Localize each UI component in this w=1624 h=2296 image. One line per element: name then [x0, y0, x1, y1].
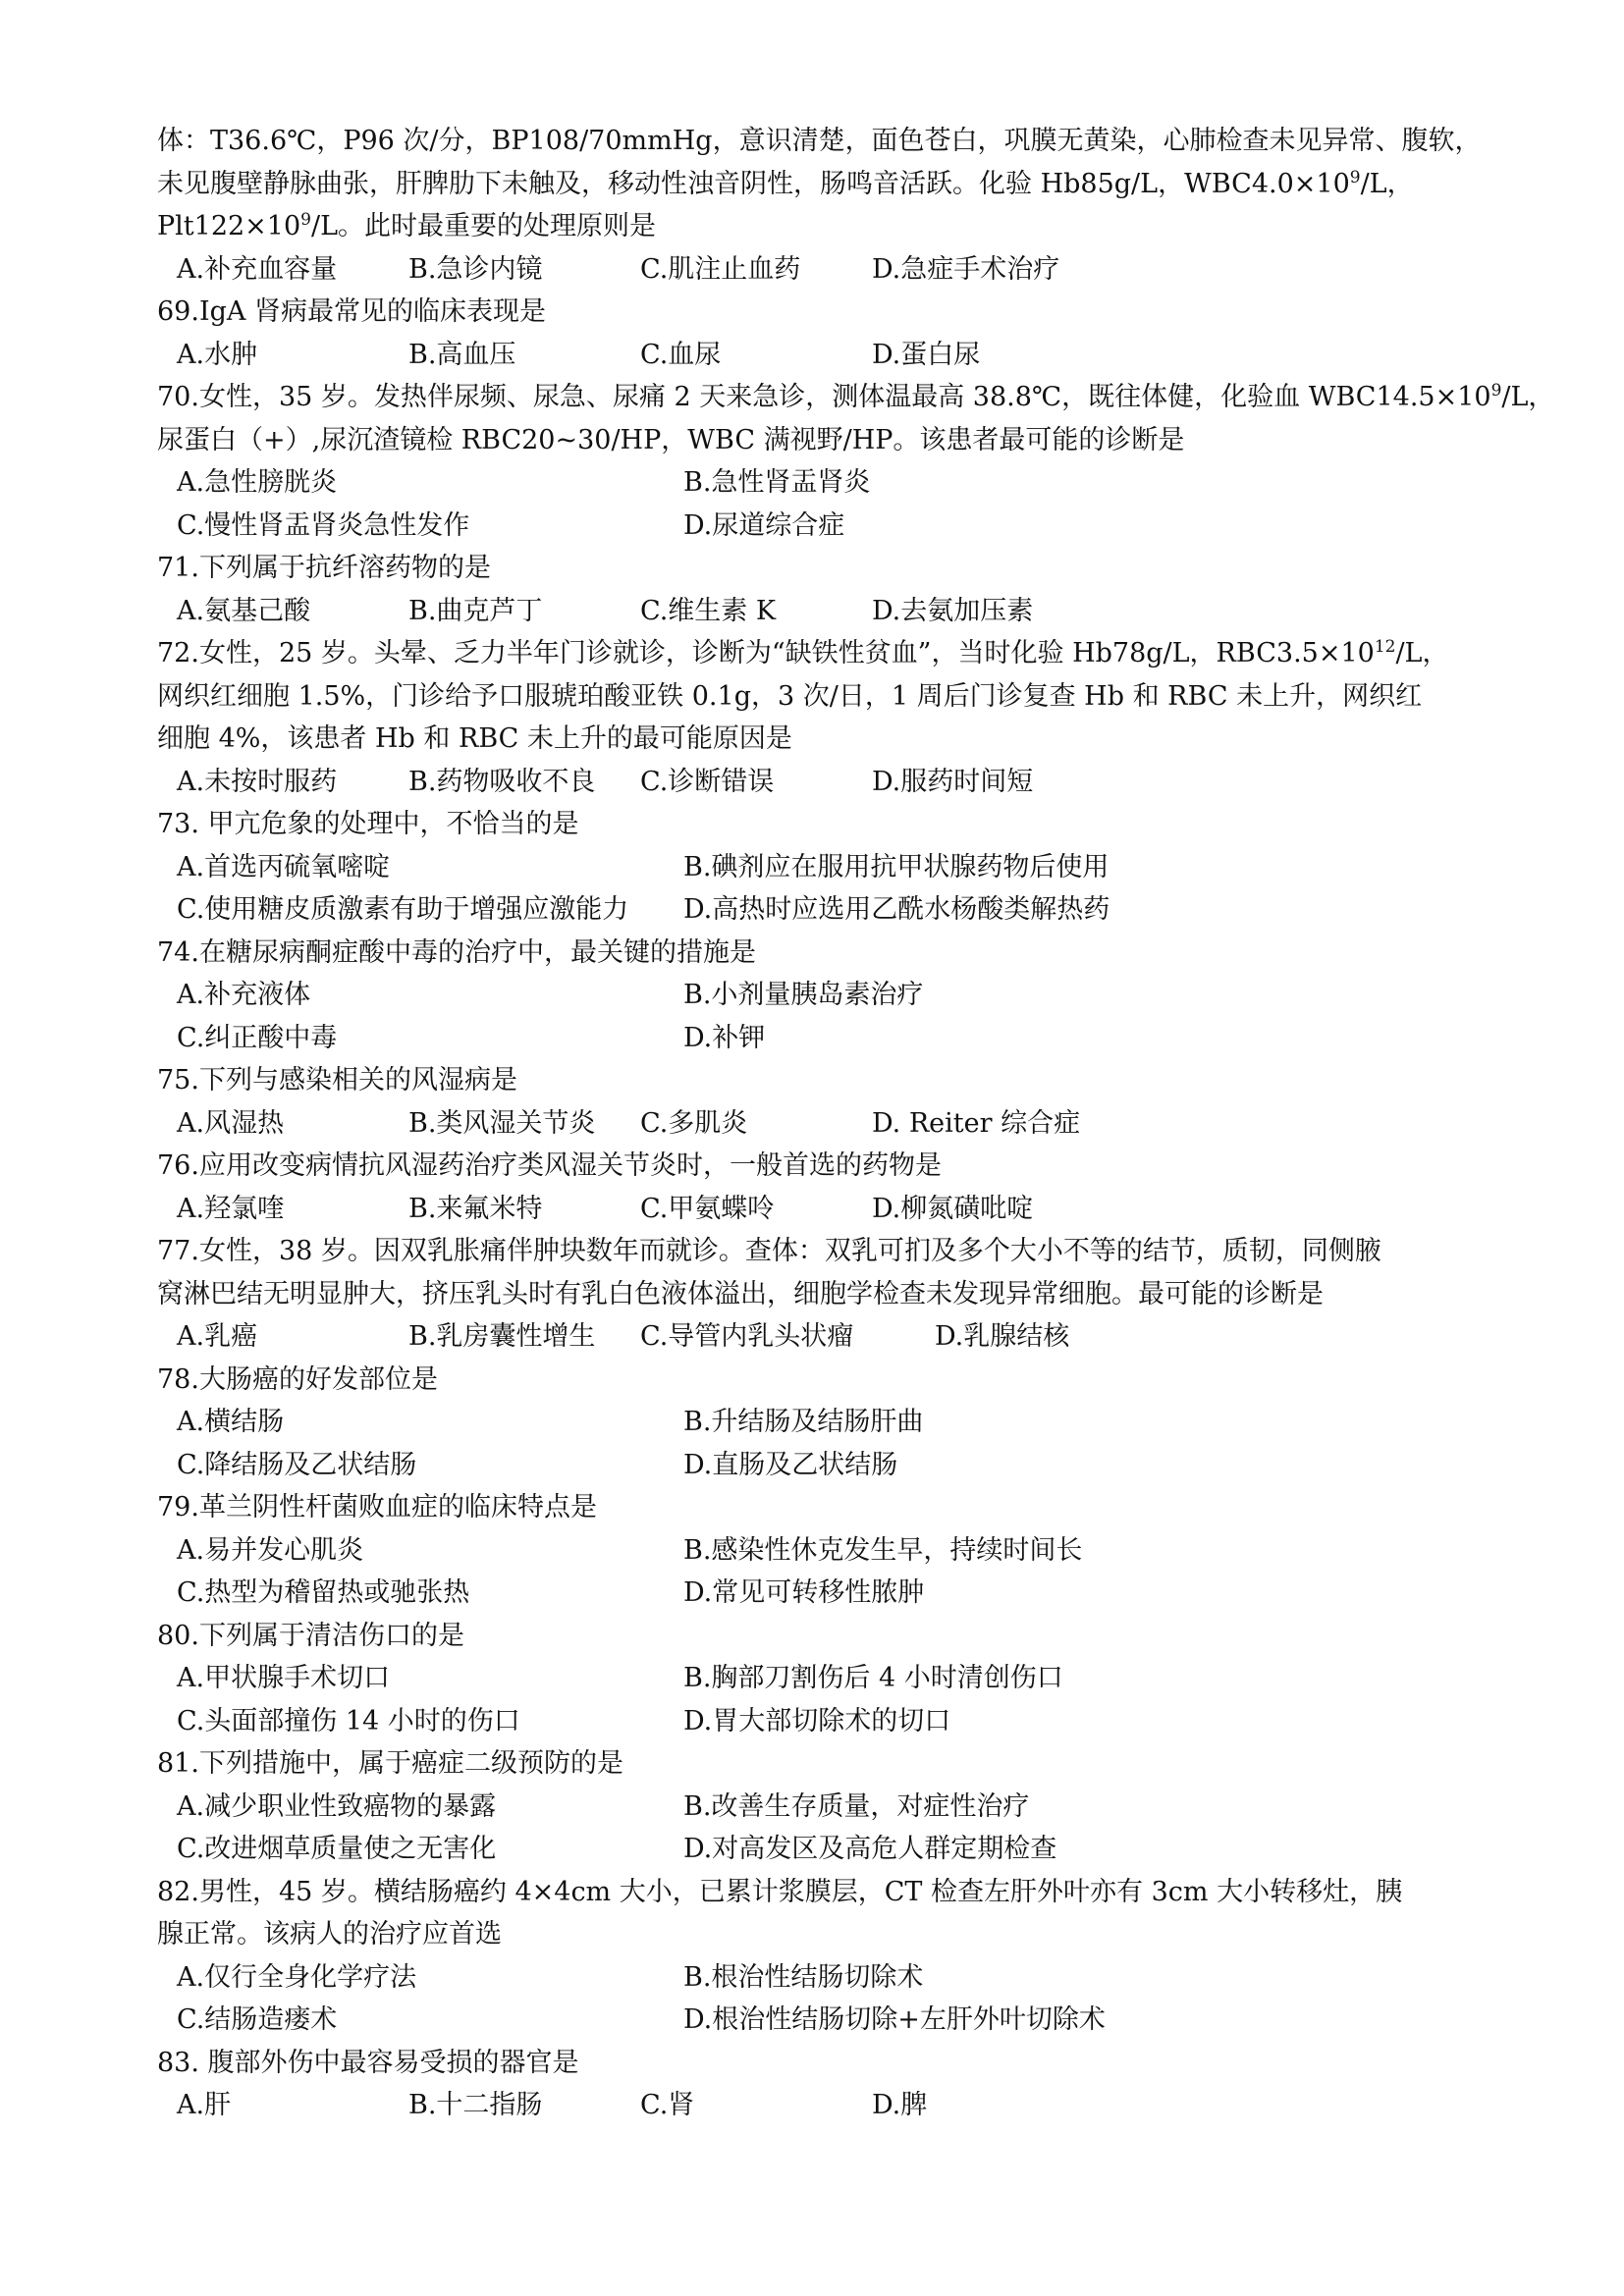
q69-option-a: A.水肿	[177, 339, 258, 370]
q69-stem: 69.IgA 肾病最常见的临床表现是	[157, 296, 546, 327]
q70-option-a: A.急性膀胱炎	[177, 467, 338, 498]
q75-option-b: B.类风湿关节炎	[408, 1107, 596, 1139]
q72-stem-line-3: 细胞 4%，该患者 Hb 和 RBC 未上升的最可能原因是	[157, 723, 792, 754]
q70-stem-line-1: 70.女性，35 岁。发热伴尿频、尿急、尿痛 2 天来急诊，测体温最高 38.8℃，既往体健，化验血 $WBC14.5\times 10^9/L$，	[157, 381, 1555, 412]
q74-options-row-2	[157, 1017, 1479, 1060]
q69-option-b: B.高血压	[408, 339, 516, 370]
q80-option-b: B.胸部刀割伤后 4 小时清创伤口	[683, 1663, 1063, 1693]
q83-option-d: D.脾	[872, 2090, 928, 2120]
q79-option-b: B.感染性休克发生早，持续时间长	[683, 1534, 1083, 1566]
q71-stem: 71.下列属于抗纤溶药物的是	[157, 553, 491, 583]
q72-stem-line-1: 72.女性，25 岁。头晕、乏力半年门诊就诊，诊断为“缺铁性贫血”，当时化验 Hb78g/L，$RBC3.5\times 10^{12}/L$，	[157, 637, 1449, 668]
q74-option-c: C.纠正酸中毒	[177, 1022, 338, 1053]
q68-stem-line-3: $Plt122\times 10^9/L$。此时最重要的处理原则是	[157, 210, 657, 241]
q77-options	[157, 1315, 1479, 1359]
q69-options	[157, 334, 1479, 377]
q82-option-a: A.仅行全身化学疗法	[177, 1961, 417, 1993]
q80-option-a: A.甲状腺手术切口	[177, 1663, 391, 1693]
q69-option-c: C.血尿	[640, 339, 722, 370]
q81-stem: 81.下列措施中，属于癌症二级预防的是	[157, 1748, 623, 1779]
q76-option-c: C.甲氨蝶呤	[640, 1193, 775, 1224]
q70-option-d: D.尿道综合症	[683, 509, 845, 541]
q72-options	[157, 761, 1479, 804]
q68-option-a: A.补充血容量	[177, 253, 338, 285]
q80-options-row-1	[157, 1657, 1479, 1700]
q79-options-row-2	[157, 1572, 1479, 1615]
q82-stem-line-1: 82.男性，45 岁。横结肠癌约 4×4cm 大小，已累计浆膜层，CT 检查左肝外叶亦有 3cm 大小转移灶，胰	[157, 1876, 1403, 1907]
q79-option-a: A.易并发心肌炎	[177, 1534, 364, 1566]
q80-options-row-2	[157, 1700, 1479, 1743]
q82-option-b: B.根治性结肠切除术	[683, 1961, 924, 1993]
q76-option-d: D.柳氮磺吡啶	[872, 1193, 1034, 1224]
q70-option-c: C.慢性肾盂肾炎急性发作	[177, 509, 470, 541]
q72-option-c: C.诊断错误	[640, 766, 775, 797]
q83-stem: 83. 腹部外伤中最容易受损的器官是	[157, 2047, 579, 2078]
q79-stem: 79.革兰阴性杆菌败血症的临床特点是	[157, 1492, 597, 1522]
q82-option-d: D.根治性结肠切除+左肝外叶切除术	[683, 2004, 1106, 2035]
q78-option-a: A.横结肠	[177, 1407, 285, 1437]
q76-stem: 76.应用改变病情抗风湿药治疗类风湿关节炎时，一般首选的药物是	[157, 1150, 942, 1181]
q74-stem: 74.在糖尿病酮症酸中毒的治疗中，最关键的措施是	[157, 936, 756, 968]
q74-option-d: D.补钾	[683, 1022, 766, 1053]
q73-stem: 73. 甲亢危象的处理中，不恰当的是	[157, 809, 579, 839]
q81-option-b: B.改善生存质量，对症性治疗	[683, 1790, 1030, 1822]
q81-option-c: C.改进烟草质量使之无害化	[177, 1834, 497, 1864]
q81-option-d: D.对高发区及高危人群定期检查	[683, 1834, 1057, 1864]
q71-option-d: D.去氨加压素	[872, 595, 1034, 626]
q78-option-b: B.升结肠及结肠肝曲	[683, 1407, 924, 1437]
q78-stem: 78.大肠癌的好发部位是	[157, 1363, 438, 1395]
q72-stem-line-2: 网织红细胞 1.5%，门诊给予口服琥珀酸亚铁 0.1g，3 次/日，1 周后门诊复查 Hb 和 RBC 未上升，网织红	[157, 680, 1423, 712]
q73-option-b: B.碘剂应在服用抗甲状腺药物后使用	[683, 851, 1110, 882]
q78-options-row-1	[157, 1401, 1479, 1444]
q76-option-b: B.来氟米特	[408, 1193, 543, 1224]
q77-option-c: C.导管内乳头状瘤	[640, 1321, 854, 1352]
q72-option-a: A.未按时服药	[177, 766, 338, 797]
q81-options-row-2	[157, 1828, 1479, 1871]
q72-option-d: D.服药时间短	[872, 766, 1034, 797]
q78-option-d: D.直肠及乙状结肠	[683, 1449, 898, 1480]
q68-option-b: B.急诊内镜	[408, 253, 543, 285]
q77-option-d: D.乳腺结核	[935, 1321, 1070, 1352]
q77-stem-line-2: 窝淋巴结无明显肿大，挤压乳头时有乳白色液体溢出，细胞学检查未发现异常细胞。最可能的诊断是	[157, 1278, 1324, 1309]
q79-options-row-1	[157, 1529, 1479, 1573]
q82-options-row-1	[157, 1956, 1479, 2000]
q83-options	[157, 2084, 1479, 2127]
q81-option-a: A.减少职业性致癌物的暴露	[177, 1790, 497, 1822]
q80-option-d: D.胃大部切除术的切口	[683, 1705, 951, 1736]
q74-option-a: A.补充液体	[177, 980, 311, 1010]
q71-option-b: B.曲克芦丁	[408, 595, 543, 626]
q76-options	[157, 1188, 1479, 1231]
q81-options-row-1	[157, 1786, 1479, 1829]
q75-options	[157, 1102, 1479, 1146]
q78-options-row-2	[157, 1444, 1479, 1487]
q82-option-c: C.结肠造瘘术	[177, 2004, 338, 2035]
q83-option-a: A.肝	[177, 2090, 232, 2120]
q68-stem-line-2: 未见腹壁静脉曲张，肝脾肋下未触及，移动性浊音阴性，肠鸣音活跃。化验 Hb85g/L，$WBC4.0\times 10^9/L$，	[157, 167, 1414, 199]
q74-options-row-1	[157, 974, 1479, 1017]
q75-option-a: A.风湿热	[177, 1107, 285, 1139]
q83-option-b: B.十二指肠	[408, 2090, 543, 2120]
q68-stem-line-1: 体：T36.6℃，P96 次/分，BP108/70mmHg，意识清楚，面色苍白，巩膜无黄染，心肺检查未见异常、腹软，	[157, 126, 1482, 156]
q73-option-d: D.高热时应选用乙酰水杨酸类解热药	[683, 894, 1110, 925]
q82-stem-line-2: 腺正常。该病人的治疗应首选	[157, 1919, 502, 1949]
q80-stem: 80.下列属于清洁伤口的是	[157, 1620, 464, 1651]
q70-options-row-2	[157, 505, 1479, 548]
q73-option-a: A.首选丙硫氧嘧啶	[177, 851, 391, 882]
q70-option-b: B.急性肾盂肾炎	[683, 467, 871, 498]
q68-option-c: C.肌注止血药	[640, 253, 801, 285]
q75-stem: 75.下列与感染相关的风湿病是	[157, 1065, 517, 1095]
q73-options-row-2	[157, 888, 1479, 932]
q75-option-c: C.多肌炎	[640, 1107, 748, 1139]
q68-option-d: D.急症手术治疗	[872, 253, 1060, 285]
q71-options	[157, 590, 1479, 633]
q76-option-a: A.羟氯喹	[177, 1193, 285, 1224]
q79-option-d: D.常见可转移性脓肿	[683, 1577, 925, 1608]
q71-option-c: C.维生素 K	[640, 595, 777, 626]
q77-option-a: A.乳癌	[177, 1321, 258, 1352]
q70-options-row-1	[157, 461, 1479, 505]
q79-option-c: C.热型为稽留热或驰张热	[177, 1577, 470, 1608]
q75-option-d: D. Reiter 综合症	[872, 1107, 1081, 1139]
q68-options	[157, 248, 1479, 292]
q72-option-b: B.药物吸收不良	[408, 766, 596, 797]
q73-options-row-1	[157, 846, 1479, 889]
q83-option-c: C.肾	[640, 2090, 695, 2120]
q82-options-row-2	[157, 1999, 1479, 2042]
q77-stem-line-1: 77.女性，38 岁。因双乳胀痛伴肿块数年而就诊。查体：双乳可扪及多个大小不等的结节，质韧，同侧腋	[157, 1236, 1381, 1266]
q71-option-a: A.氨基己酸	[177, 595, 311, 626]
q74-option-b: B.小剂量胰岛素治疗	[683, 980, 924, 1010]
q77-option-b: B.乳房囊性增生	[408, 1321, 596, 1352]
q70-stem-line-2: 尿蛋白（+）,尿沉渣镜检 RBC20~30/HP，WBC 满视野/HP。该患者最可能的诊断是	[157, 424, 1185, 455]
q78-option-c: C.降结肠及乙状结肠	[177, 1449, 417, 1480]
q73-option-c: C.使用糖皮质激素有助于增强应激能力	[177, 894, 629, 925]
q80-option-c: C.头面部撞伤 14 小时的伤口	[177, 1705, 520, 1736]
q69-option-d: D.蛋白尿	[872, 339, 981, 370]
